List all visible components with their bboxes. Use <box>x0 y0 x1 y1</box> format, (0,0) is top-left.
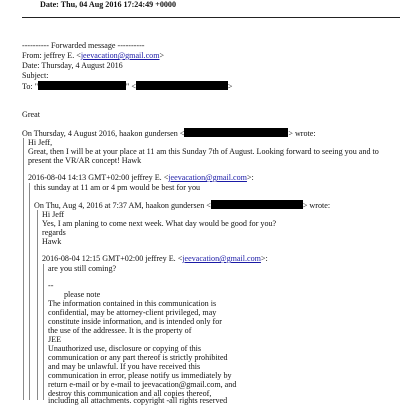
quote2-attribution-end: >: <box>246 173 254 182</box>
disclaimer-line: destroy this communication and all copies thereof, <box>48 389 212 398</box>
disclaimer-line: The information contained in this communication is <box>48 299 217 308</box>
from-email-link[interactable]: jeevacation@gmail.com <box>80 51 160 60</box>
quote4-attribution <box>42 254 268 264</box>
quote1-line: Great, then I will be at your place at 11 am this Sunday 7th of August. Looking forward to seeing you and to <box>28 147 379 156</box>
disclaimer-line: communication or any part thereof is strictly prohibited <box>48 353 228 362</box>
quote-bar-level3 <box>37 210 38 400</box>
quote1-attribution <box>22 128 316 139</box>
header-divider <box>22 17 400 18</box>
quote3-line: Yes, I am planing to come next week. What day would be good for you? <box>42 219 277 228</box>
signature-dashes: -- <box>48 281 54 290</box>
quote3-attribution-start: On Thu, Aug 4, 2016 at 7:37 AM, haakon gundersen < <box>34 201 211 210</box>
disclaimer-line: JEE <box>48 335 62 344</box>
quote1-line: present the VR/AR concept! Hawk <box>28 156 142 165</box>
disclaimer-line: including all attachments. copyright -all rights reserved <box>48 396 228 405</box>
quote2-attribution <box>28 173 254 183</box>
redacted-name <box>38 81 126 90</box>
subject-line: Subject: <box>22 71 49 80</box>
quote1-attribution-end: > wrote: <box>288 129 316 138</box>
redacted-email <box>184 128 288 137</box>
quote4-email-link[interactable]: jeevacation@gmail.com <box>182 254 261 263</box>
date-value: Thu, 04 Aug 2016 17:24:49 +0000 <box>60 0 177 9</box>
reply-text: Great <box>22 110 40 119</box>
disclaimer-line: constitute inside information, and is intended only for <box>48 317 222 326</box>
disclaimer-line: communication in error, please notify us immediately by <box>48 371 232 380</box>
date-header <box>40 0 176 10</box>
redacted-email <box>211 200 303 209</box>
forwarded-banner: ---------- Forwarded message ---------- <box>22 41 145 50</box>
to-end: > <box>227 82 233 91</box>
to-label: To: " <box>22 82 39 91</box>
quote2-attribution-start: 2016-08-04 14:13 GMT+02:00 jeffrey E. < <box>28 173 169 182</box>
to-line <box>22 81 233 92</box>
disclaimer-line: confidential, may be attorney-client privileged, may <box>48 308 217 317</box>
quote3-attribution-end: > wrote: <box>302 201 331 210</box>
quote1-line: Hi Jeff, <box>28 138 53 147</box>
quote-bar-level2 <box>29 183 30 400</box>
forwarded-date-line: Date: Thursday, 4 August 2016 <box>22 61 123 70</box>
quote2-line: this sunday at 11 am or 4 pm would be best for you <box>34 183 201 192</box>
quote4-attribution-start: 2016-08-04 12:15 GMT+02:00 jeffrey E. < <box>42 254 183 263</box>
note-title: please note <box>64 290 101 299</box>
redacted-email <box>136 81 228 90</box>
disclaimer-line: Unauthorized use, disclosure or copying of this <box>48 344 202 353</box>
quote3-line: regards <box>42 228 66 237</box>
from-prefix: From: jeffrey E. < <box>22 51 81 60</box>
quote3-line: Hi Jeff <box>42 210 65 219</box>
disclaimer-line: and may be unlawful. If you have received this <box>48 362 201 371</box>
from-suffix: > <box>159 51 165 60</box>
from-line <box>22 51 164 61</box>
date-label: Date: <box>40 0 59 9</box>
quote-bar-level1 <box>23 138 24 400</box>
quote4-line: are you still coming? <box>48 264 117 273</box>
quote4-attribution-end: >: <box>260 254 268 263</box>
quote3-attribution <box>34 200 330 211</box>
quote2-email-link[interactable]: jeevacation@gmail.com <box>168 173 247 182</box>
to-mid: " < <box>126 82 136 91</box>
disclaimer-line: return e-mail or by e-mail to jeevacation@gmail.com, and <box>48 380 237 389</box>
quote-bar-level4 <box>43 264 44 400</box>
disclaimer-line: the use of the addressee. It is the property of <box>48 326 192 335</box>
quote3-line: Hawk <box>42 237 62 246</box>
quote1-attribution-start: On Thursday, 4 August 2016, haakon gundersen < <box>22 129 185 138</box>
